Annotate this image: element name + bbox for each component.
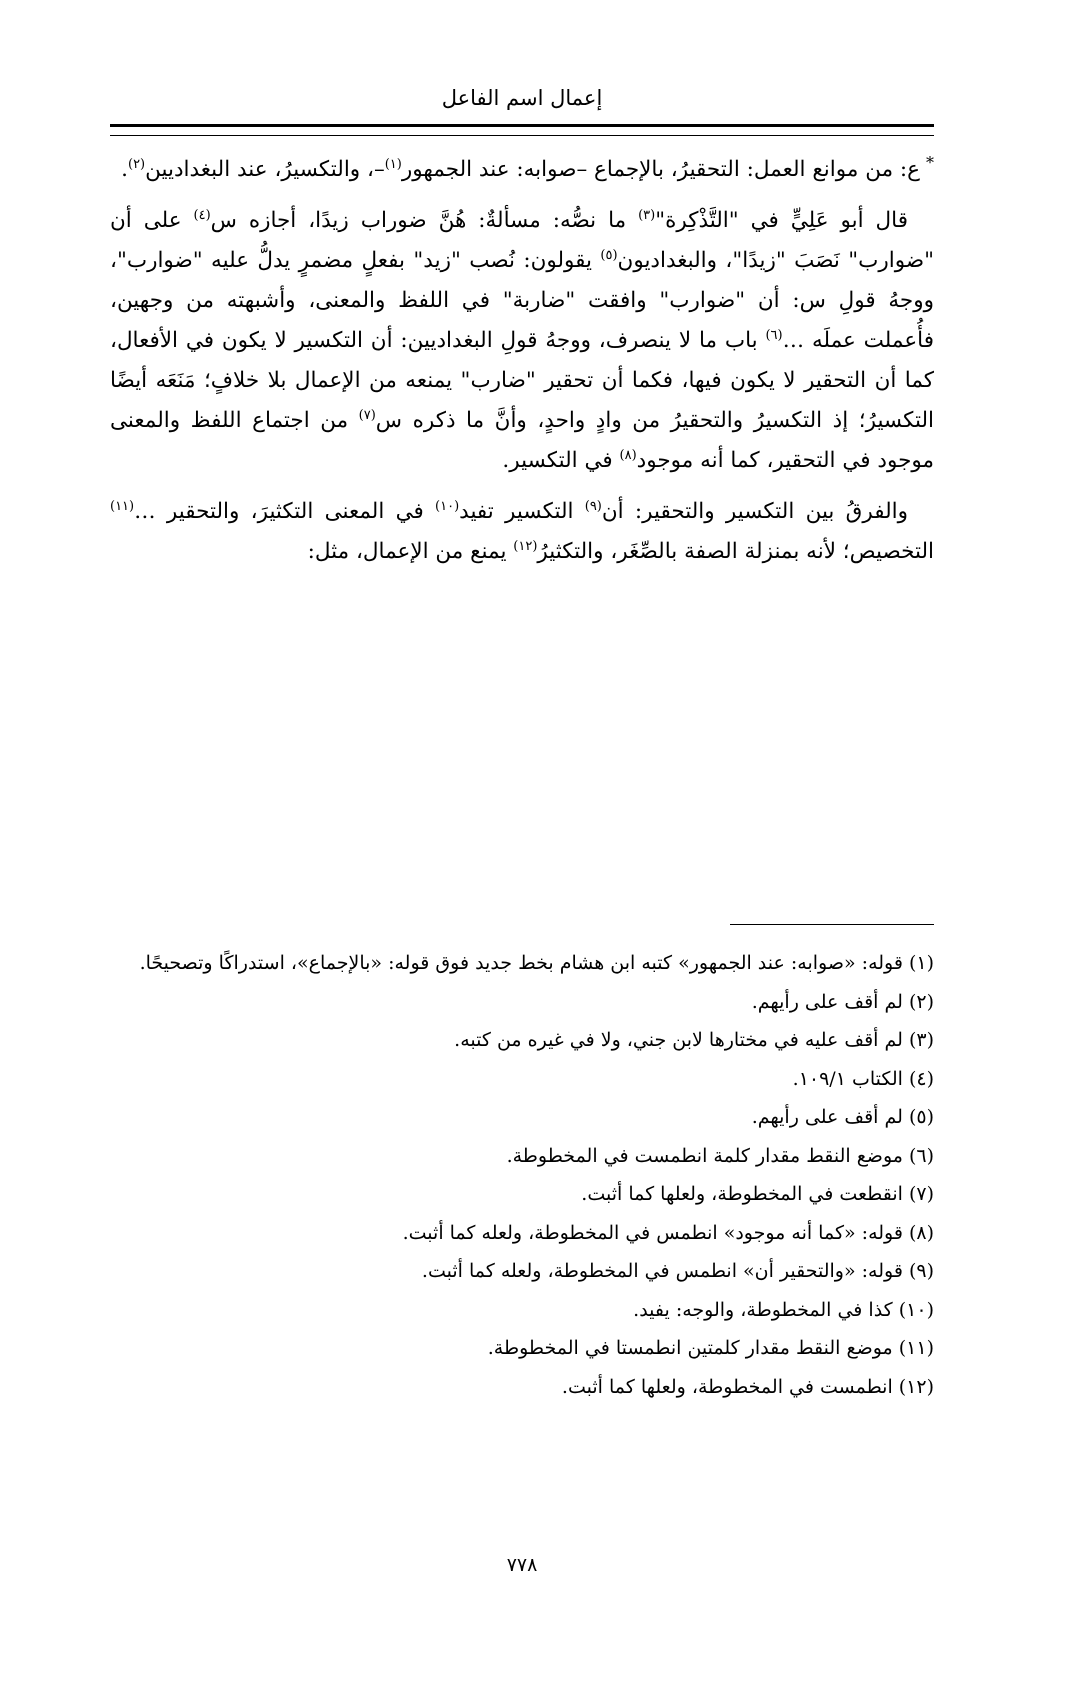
footnote-number: (٢) bbox=[908, 990, 934, 1013]
footnote-text: انطمست في المخطوطة، ولعلها كما أثبت. bbox=[561, 1375, 893, 1398]
paragraph-text: ما نصُّه: مسألةٌ: هُنَّ ضوراب زيدًا، أجازه س bbox=[210, 208, 639, 233]
footnote-item bbox=[110, 1021, 934, 1060]
footnote-separator bbox=[730, 924, 934, 925]
footnote-number: (٨) bbox=[908, 1221, 934, 1244]
footnote-number: (٥) bbox=[908, 1106, 934, 1128]
paragraph-text: يمنع من الإعمال، مثل: bbox=[307, 539, 514, 564]
paragraph-text: في المعنى التكثيرَ، والتحقير … bbox=[134, 499, 436, 524]
footnote-item bbox=[110, 1329, 934, 1368]
footnote-number: (١٠) bbox=[898, 1298, 934, 1321]
footnote-text: الكتاب ١٠٩/١. bbox=[792, 1067, 903, 1090]
footnote-text: موضع النقط مقدار كلمة انطمست في المخطوطة. bbox=[506, 1144, 903, 1167]
footnote-ref[interactable]: (٣) bbox=[638, 207, 656, 223]
page-number: ٧٧٨ bbox=[506, 1554, 538, 1576]
footnotes bbox=[110, 944, 934, 1406]
footnote-number: (٧) bbox=[908, 1183, 934, 1205]
footnote-item bbox=[110, 1252, 934, 1291]
paragraph-text: باب ما لا ينصرف، ووجهُ قولِ البغداديين: أن التكسير لا يكون في الأفعال، كما أن التحقير لا يكون فيها، فكما أن تحقير "ضارب" يمنعه من الإعمال بلا خلافٍ؛ مَنَعَه أيضًا التكسيرُ؛ إذ التكسيرُ والتحقيرُ من وادٍ واحدٍ، وأنَّ ما ذكره س bbox=[110, 328, 934, 433]
paragraph-text: على أن "ضوارب" نَصَبَ "زيدًا"، والبغداديون bbox=[110, 208, 934, 273]
footnote-number: (٦) bbox=[908, 1144, 934, 1167]
footnote-number: (٣) bbox=[908, 1029, 934, 1051]
paragraph-text: . bbox=[121, 157, 128, 182]
footnote-ref[interactable]: (٧) bbox=[358, 407, 376, 423]
footnote-text: لم أقف على رأيهم. bbox=[751, 990, 903, 1013]
footnote-ref[interactable]: (٩) bbox=[584, 498, 602, 514]
footnote-text: لم أقف عليه في مختارها لابن جني، ولا في غيره من كتبه. bbox=[454, 1029, 903, 1051]
paragraph-text: في التكسير. bbox=[502, 448, 620, 473]
footnote-text: قوله: «والتحقير أن» انطمس في المخطوطة، ولعله كما أثبت. bbox=[421, 1260, 903, 1282]
footnote-item bbox=[110, 983, 934, 1022]
footnote-text: قوله: «صوابه: عند الجمهور» كتبه ابن هشام بخط جديد فوق قوله: «بالإجماع»، استدراكًا وتصحيحًا. bbox=[139, 952, 903, 974]
footnote-ref[interactable]: (١٠) bbox=[435, 498, 460, 514]
header-rule-thin bbox=[110, 135, 934, 136]
header-rule-thick bbox=[110, 124, 934, 127]
footnote-number: (٩) bbox=[908, 1260, 934, 1282]
footnote-ref[interactable]: (٨) bbox=[619, 447, 637, 463]
paragraph-text: التخصيص؛ لأنه بمنزلة الصفة بالصِّغَر، والتكثيرُ bbox=[537, 539, 934, 564]
footnote-item bbox=[110, 1098, 934, 1137]
paragraph-text: من اجتماع اللفظ والمعنى موجود في التحقير، كما أنه موجود bbox=[110, 408, 934, 473]
paragraph-text: التكسير تفيد bbox=[459, 499, 585, 524]
footnote-ref[interactable]: (٢) bbox=[127, 156, 146, 172]
paragraph-text: ع: من موانع العمل: التحقيرُ، بالإجماع –صوابه: عند الجمهور bbox=[401, 157, 920, 182]
footnote-text: انقطعت في المخطوطة، ولعلها كما أثبت. bbox=[581, 1183, 903, 1205]
entry-star-marker: * bbox=[926, 152, 934, 172]
footnote-number: (١١) bbox=[898, 1337, 934, 1359]
footnote-ref[interactable]: (١) bbox=[384, 156, 402, 172]
footnote-item bbox=[110, 1137, 934, 1176]
footnote-ref[interactable]: (١١) bbox=[110, 498, 135, 514]
footnote-text: لم أقف على رأيهم. bbox=[751, 1106, 903, 1128]
footnote-number: (١٢) bbox=[898, 1375, 934, 1398]
footnote-item bbox=[110, 1368, 934, 1407]
footnote-ref[interactable]: (٥) bbox=[600, 247, 618, 263]
footnote-item bbox=[110, 1060, 934, 1099]
paragraph-3 bbox=[110, 492, 934, 572]
footnote-item bbox=[110, 1291, 934, 1330]
paragraph-text: يقولون: نُصب "زيد" بفعلٍ مضمرٍ يدلُّ عليه "ضوارب"، ووجهُ قولِ س: أن "ضوارب" وافقت "ضاربة" في اللفظ والمعنى، وأشبهته من وجهين، فأُعملت عملَه … bbox=[110, 248, 935, 353]
paragraph-text: –، والتكسيرُ، عند البغداديين bbox=[145, 157, 385, 182]
paragraph-text: قال أبو عَلِيٍّ في "التَّذْكِرة" bbox=[655, 208, 908, 233]
footnote-text: موضع النقط مقدار كلمتين انطمستا في المخطوطة. bbox=[487, 1337, 893, 1359]
footnote-item bbox=[110, 944, 934, 983]
footnote-ref[interactable]: (٤) bbox=[193, 207, 211, 223]
footnote-ref[interactable]: (٦) bbox=[765, 327, 783, 343]
main-text bbox=[110, 150, 934, 583]
footnote-text: قوله: «كما أنه موجود» انطمس في المخطوطة، ولعله كما أثبت. bbox=[402, 1221, 903, 1244]
footnote-number: (١) bbox=[908, 952, 934, 974]
paragraph-text: والفرقُ بين التكسير والتحقير: أن bbox=[601, 499, 909, 524]
footnote-text: كذا في المخطوطة، والوجه: يفيد. bbox=[633, 1298, 893, 1321]
paragraph-2 bbox=[110, 201, 934, 481]
footnote-item bbox=[110, 1214, 934, 1253]
footnote-ref[interactable]: (١٢) bbox=[513, 538, 538, 554]
footnote-number: (٤) bbox=[908, 1067, 934, 1090]
footnote-item bbox=[110, 1175, 934, 1214]
paragraph-1 bbox=[110, 150, 934, 190]
running-title: إعمال اسم الفاعل bbox=[441, 86, 603, 110]
